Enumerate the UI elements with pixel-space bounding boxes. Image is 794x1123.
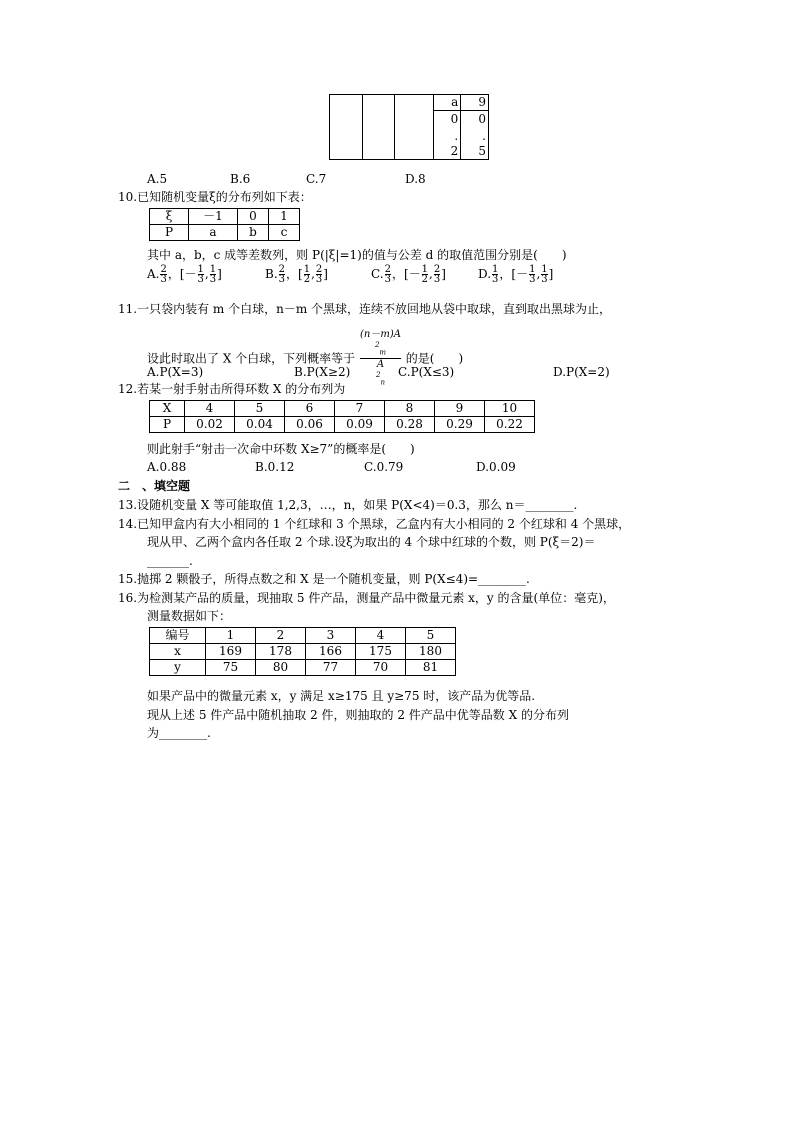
- q11-option-a: A.P(X=3): [147, 365, 204, 379]
- fraction: [316, 265, 322, 284]
- q9-option-d: D.8: [405, 172, 426, 186]
- table-cell: 0.28: [385, 417, 435, 433]
- denominator: 3: [315, 274, 323, 285]
- q16-line2: 测量数据如下：: [147, 609, 232, 623]
- q11-line2-pre: 设此时取出了 X 个白球，下列概率等于: [147, 351, 356, 366]
- numerator: 1: [303, 264, 311, 275]
- table-cell: 0: [461, 111, 489, 129]
- q12-table: [149, 400, 535, 433]
- table-cell: 5: [406, 628, 456, 644]
- numerator-sub: m: [379, 348, 387, 357]
- numerator: [360, 329, 401, 358]
- denominator: 3: [529, 274, 536, 285]
- denominator: 3: [492, 274, 499, 285]
- table-cell: P: [150, 417, 185, 433]
- table-cell: .: [433, 129, 461, 144]
- q10-option-c: C. $\frac{2}{3}$ ，[－ $\frac{1}{2}$ , $\frac{2}{3}$ ]: [371, 264, 446, 285]
- denominator: 3: [384, 274, 391, 285]
- q11-line2-post: 的是( ): [405, 351, 464, 366]
- option-label: C.: [371, 267, 384, 281]
- fraction: [198, 265, 204, 284]
- q9-option-b: B.6: [230, 172, 251, 186]
- table-cell: [362, 95, 395, 111]
- table-cell: X: [150, 401, 185, 417]
- table-cell: 81: [406, 660, 456, 676]
- table-row: [150, 660, 456, 676]
- table-cell: 0.09: [335, 417, 385, 433]
- fraction: [492, 265, 498, 284]
- denominator-sup: 2: [376, 371, 381, 380]
- table-cell: b: [238, 225, 269, 241]
- table-cell: 70: [356, 660, 406, 676]
- table-cell: 0: [238, 209, 269, 225]
- q14-line3: _______.: [147, 554, 193, 568]
- option-label: B.: [265, 267, 278, 281]
- numerator: 2: [433, 264, 441, 275]
- q9-option-c: C.7: [306, 172, 327, 186]
- q12-stem: 12.若某一射手射击所得环数 X 的分布列为: [118, 382, 346, 396]
- fraction: [529, 265, 535, 284]
- q16-line4: 现从上述 5 件产品中随机抽取 2 件，则抽取的 2 件产品中优等品数 X 的分布列: [147, 708, 569, 722]
- denominator-text: A: [376, 359, 385, 371]
- q11-option-b: B.P(X≥2): [294, 365, 351, 379]
- table-cell: 169: [206, 644, 256, 660]
- table-cell: .: [461, 129, 489, 144]
- table-cell: 0: [433, 111, 461, 129]
- table-cell: 180: [406, 644, 456, 660]
- q9-table: [329, 94, 489, 160]
- table-cell: 80: [256, 660, 306, 676]
- table-cell: [395, 111, 433, 129]
- table-cell: [362, 111, 395, 129]
- table-row: [150, 644, 456, 660]
- denominator: 2: [303, 274, 311, 285]
- table-cell: 5: [461, 144, 489, 160]
- q16-line5: 为________.: [147, 726, 211, 740]
- q11-option-c: C.P(X≤3): [398, 365, 455, 379]
- q10-text: 其中 a，b，c 成等差数列，则 P(|ξ|=1)的值与公差 d 的取值范围分别是( ): [147, 248, 567, 262]
- denominator: 3: [197, 274, 204, 285]
- q10-stem: 10.已知随机变量ξ的分布列如下表：: [118, 190, 312, 204]
- table-cell: [395, 144, 433, 160]
- table-row: [150, 628, 456, 644]
- q12-option-a: A.0.88: [147, 460, 187, 474]
- table-cell: 5: [235, 401, 285, 417]
- q9-option-a: A.5: [147, 172, 168, 186]
- table-cell: 0.29: [435, 417, 485, 433]
- q16-line3: 如果产品中的微量元素 x，y 满足 x≥175 且 y≥75 时，该产品为优等品.: [147, 689, 536, 703]
- fraction: [279, 265, 285, 284]
- table-cell: [330, 95, 363, 111]
- table-cell: [395, 95, 433, 111]
- q16-table: [149, 627, 456, 676]
- table-cell: 0.04: [235, 417, 285, 433]
- q11-fraction: [360, 329, 401, 389]
- numerator: 1: [529, 264, 536, 275]
- table-cell: 175: [356, 644, 406, 660]
- table-cell: [362, 144, 395, 160]
- fraction: [541, 265, 547, 284]
- numerator: 2: [278, 264, 286, 275]
- table-row: [330, 111, 489, 129]
- q15: 15.抛掷 2 颗骰子，所得点数之和 X 是一个随机变量，则 P(X≤4)=________.: [118, 572, 530, 586]
- numerator: 2: [384, 264, 391, 275]
- table-cell: 编号: [150, 628, 206, 644]
- numerator: 2: [160, 264, 167, 275]
- q12-option-b: B.0.12: [255, 460, 295, 474]
- table-cell: c: [269, 225, 300, 241]
- section-heading: 二 、填空题: [118, 479, 191, 493]
- denominator: 3: [160, 274, 167, 285]
- q14-line1: 14.已知甲盒内有大小相同的 1 个红球和 3 个黑球，乙盒内有大小相同的 2 个红球和 4 个黑球，: [118, 517, 631, 531]
- table-cell: [330, 111, 363, 129]
- numerator-sup: 2: [374, 341, 380, 349]
- table-row: [330, 129, 489, 144]
- numerator: 1: [421, 264, 429, 275]
- table-row: [330, 95, 489, 111]
- table-row: [150, 209, 300, 225]
- q14-line2: 现从甲、乙两个盒内各任取 2 个球.设ξ为取出的 4 个球中红球的个数，则 P(ξ＝2)＝: [147, 535, 596, 549]
- q11-option-d: D.P(X=2): [553, 365, 610, 379]
- q13: 13.设随机变量 X 等可能取值 1,2,3，…，n，如果 P(X<4)＝0.3，那么 n＝________.: [118, 498, 578, 512]
- q10-option-a: A. $\frac{2}{3}$ ，[－ $\frac{1}{3}$ , $\frac{1}{3}$ ]: [147, 264, 222, 285]
- table-row: [150, 225, 300, 241]
- denominator: 3: [541, 274, 548, 285]
- fraction: [304, 265, 310, 284]
- q10-table: [149, 208, 300, 241]
- table-cell: 2: [256, 628, 306, 644]
- table-cell: P: [150, 225, 189, 241]
- q12-option-c: C.0.79: [364, 460, 404, 474]
- table-cell: 10: [485, 401, 535, 417]
- q10-option-b: B. $\frac{2}{3}$ ，[ $\frac{1}{2}$ , $\frac{2}{3}$ ]: [265, 264, 328, 285]
- table-row: [150, 401, 535, 417]
- fraction: [385, 265, 391, 284]
- q12-option-d: D.0.09: [476, 460, 516, 474]
- table-cell: 1: [269, 209, 300, 225]
- table-cell: 4: [356, 628, 406, 644]
- numerator: 1: [197, 264, 204, 275]
- table-cell: 8: [385, 401, 435, 417]
- table-cell: [330, 144, 363, 160]
- table-cell: 2: [433, 144, 461, 160]
- table-cell: 9: [461, 95, 489, 111]
- table-row: [330, 144, 489, 160]
- table-cell: 9: [435, 401, 485, 417]
- q10-option-d: D. $\frac{1}{3}$ ，[－ $\frac{1}{3}$ , $\frac{1}{3}$ ]: [478, 264, 554, 285]
- table-cell: 7: [335, 401, 385, 417]
- denominator: 3: [209, 274, 217, 285]
- fraction: [422, 265, 428, 284]
- fraction: [160, 265, 166, 284]
- table-cell: 166: [306, 644, 356, 660]
- table-cell: 0.22: [485, 417, 535, 433]
- table-cell: 1: [206, 628, 256, 644]
- table-cell: [330, 129, 363, 144]
- table-cell: [395, 129, 433, 144]
- denominator: [360, 358, 401, 388]
- denominator: 3: [433, 274, 441, 285]
- denominator: 3: [278, 274, 286, 285]
- numerator: 1: [492, 264, 499, 275]
- denominator-sub: n: [380, 378, 385, 387]
- table-cell: x: [150, 644, 206, 660]
- table-cell: a: [189, 225, 238, 241]
- q11-line1: 11.一只袋内装有 m 个白球，n－m 个黑球，连续不放回地从袋中取球，直到取出黑球为止，: [118, 302, 612, 316]
- table-cell: 3: [306, 628, 356, 644]
- numerator-text: (n－m)A: [360, 329, 401, 340]
- numerator: 2: [315, 264, 323, 275]
- numerator: 1: [209, 264, 217, 275]
- table-cell: ξ: [150, 209, 189, 225]
- q16-line1: 16.为检测某产品的质量，现抽取 5 件产品，测量产品中微量元素 x，y 的含量(单位：毫克)，: [118, 591, 615, 605]
- table-cell: a: [433, 95, 461, 111]
- table-cell: y: [150, 660, 206, 676]
- table-cell: 77: [306, 660, 356, 676]
- denominator: 2: [421, 274, 429, 285]
- table-cell: 0.06: [285, 417, 335, 433]
- numerator: 1: [541, 264, 548, 275]
- table-cell: 0.02: [185, 417, 235, 433]
- table-cell: 75: [206, 660, 256, 676]
- table-cell: 178: [256, 644, 306, 660]
- q12-text: 则此射手“射击一次命中环数 X≥7”的概率是( ): [147, 442, 415, 456]
- table-cell: 6: [285, 401, 335, 417]
- fraction: [434, 265, 440, 284]
- option-label: A.: [147, 267, 160, 281]
- option-label: D.: [478, 267, 492, 281]
- table-cell: [362, 129, 395, 144]
- table-row: [150, 417, 535, 433]
- fraction: [210, 265, 216, 284]
- table-cell: －1: [189, 209, 238, 225]
- table-cell: 4: [185, 401, 235, 417]
